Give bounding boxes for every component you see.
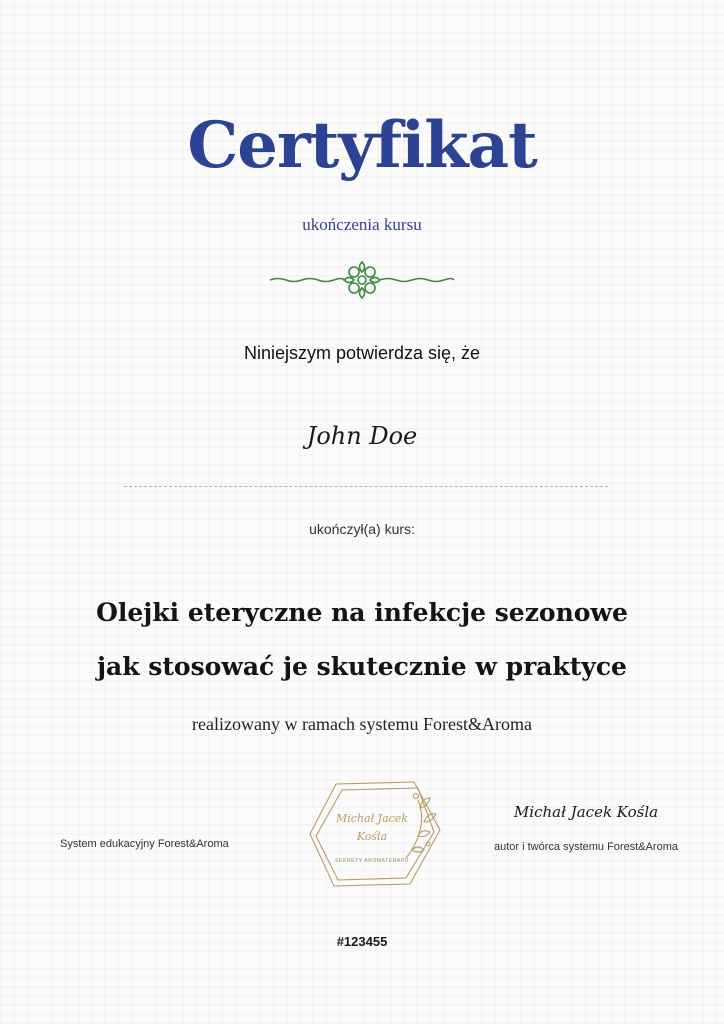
author-signature: Michał Jacek Kośla [513,803,659,821]
seal-tagline: SEKRETY AROMATERAPII [335,858,409,864]
completed-course-label: ukończył(a) kurs: [309,521,415,537]
education-system-label: System edukacyjny Forest&Aroma [60,838,229,850]
brand-seal-logo [306,778,444,890]
course-title-line-1: Olejki eteryczne na infekcje sezonowe [96,598,628,627]
celtic-knot-ornament-icon [268,258,456,302]
certificate-subtitle: ukończenia kursu [302,215,422,234]
realized-within-text: realizowany w ramach systemu Forest&Aroma [192,714,532,734]
author-label: autor i twórca systemu Forest&Aroma [493,841,678,853]
course-title-line-2: jak stosować je skutecznie w praktyce [97,652,627,681]
name-underline [124,486,608,487]
seal-name-line-2: Kośla [356,830,388,843]
course-title [0,586,724,694]
confirmation-text: Niniejszym potwierdza się, że [243,343,481,363]
certificate-title: Certyfikat [187,108,537,183]
certificate-number: #123455 [336,934,388,949]
recipient-name: John Doe [306,422,418,450]
seal-name-line-1: Michał Jacek [336,812,408,825]
